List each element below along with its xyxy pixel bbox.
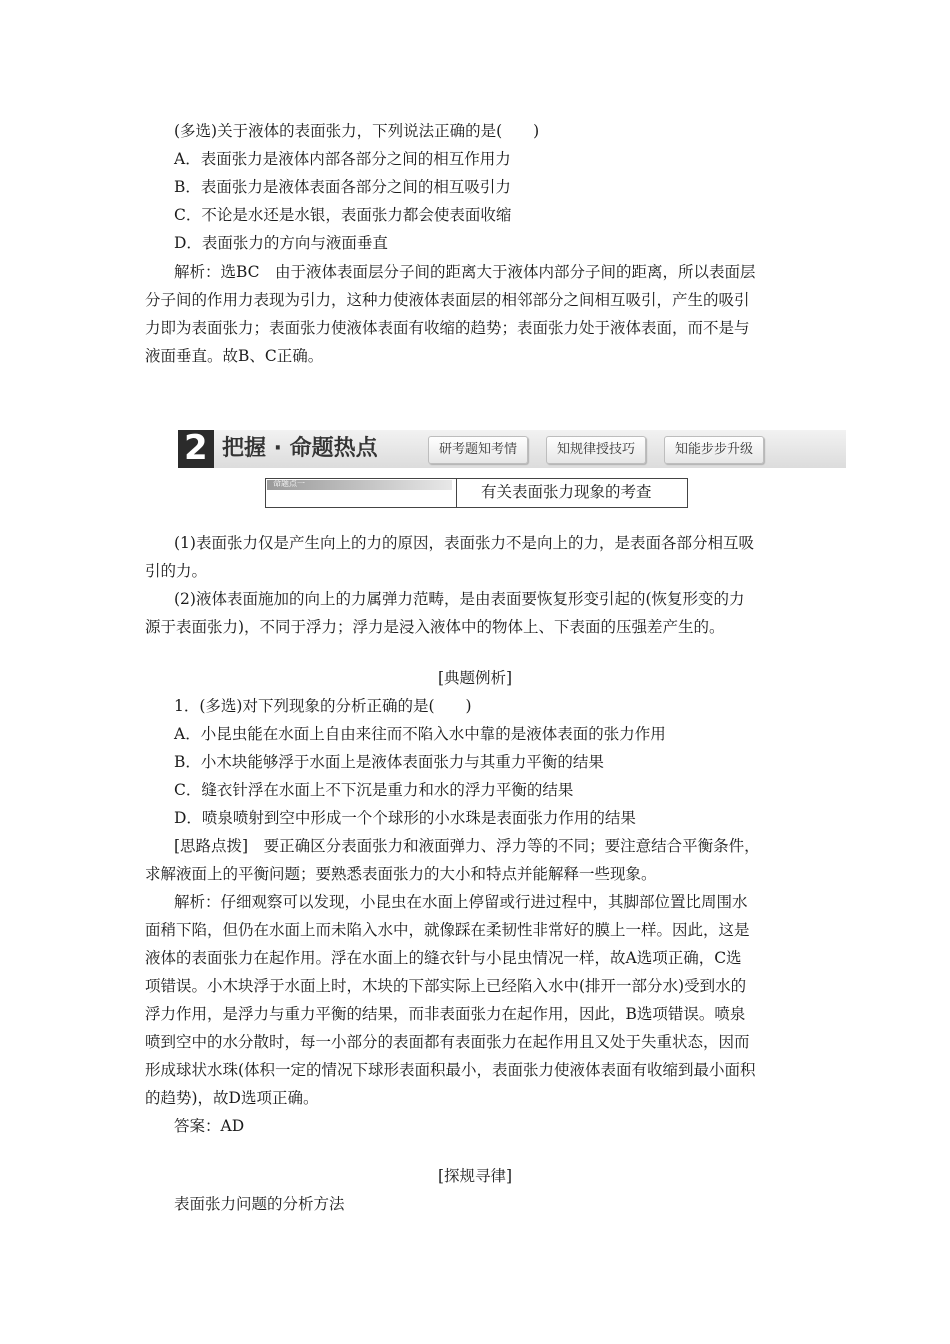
analysis-line: 解析：选BC 由于液体表面层分子间的距离大于液体内部分子间的距离，所以表面层 [174, 263, 756, 281]
rule-heading: [探规寻律] [437, 1167, 513, 1185]
example-analysis-line: 解析：仔细观察可以发现，小昆虫在水面上停留或行进过程中，其脚部位置比周围水 [174, 893, 748, 911]
note-line: 源于表面张力)，不同于浮力；浮力是浸入液体中的物体上、下表面的压强差产生的。 [145, 618, 725, 636]
hint-line: [思路点拨] 要正确区分表面张力和液面弹力、浮力等的不同；要注意结合平衡条件， [174, 837, 760, 855]
section-number-badge [178, 430, 214, 468]
example-analysis-line: 项错误。小木块浮于水面上时，木块的下部实际上已经陷入水中(排开一部分水)受到水的 [145, 977, 747, 995]
example-analysis-line: 面稍下陷，但仍在水面上而未陷入水中，就像踩在柔韧性非常好的膜上一样。因此，这是 [145, 921, 750, 939]
analysis-line: 分子间的作用力表现为引力，这种力使液体表面层的相邻部分之间相互吸引，产生的吸引 [145, 291, 750, 309]
topic-tag-label: 命题点一 [273, 479, 305, 488]
example-analysis-line: 形成球状水珠(体积一定的情况下球形表面积最小，表面张力使液体表面有收缩到最小面积 [145, 1061, 756, 1079]
banner-pill-exam: 研考题知考情 [428, 436, 528, 464]
option-b: B．表面张力是液体表面各部分之间的相互吸引力 [174, 178, 511, 196]
example-option-a: A．小昆虫能在水面上自由来往而不陷入水中靠的是液体表面的张力作用 [174, 725, 666, 743]
example-analysis-line: 浮力作用，是浮力与重力平衡的结果，而非表面张力在起作用，因此，B选项错误。喷泉 [145, 1005, 746, 1023]
section-banner [178, 430, 846, 468]
analysis-line: 液面垂直。故B、C正确。 [145, 347, 324, 365]
note-line: (1)表面张力仅是产生向上的力的原因，表面张力不是向上的力，是表面各部分相互吸 [174, 534, 754, 552]
topic-divider [456, 479, 457, 507]
example-option-c: C．缝衣针浮在水面上不下沉是重力和水的浮力平衡的结果 [174, 781, 574, 799]
option-a: A．表面张力是液体内部各部分之间的相互作用力 [174, 150, 511, 168]
option-c: C．不论是水还是水银，表面张力都会使表面收缩 [174, 206, 512, 224]
example-option-b: B．小木块能够浮于水面上是液体表面张力与其重力平衡的结果 [174, 753, 604, 771]
topic-header-box [265, 478, 688, 508]
example-option-d: D．喷泉喷射到空中形成一个个球形的小水珠是表面张力作用的结果 [174, 809, 636, 827]
example-stem: 1．(多选)对下列现象的分析正确的是( ) [174, 697, 472, 715]
section-title: 把握 · 命题热点 [222, 436, 378, 461]
note-line: 引的力。 [145, 562, 208, 580]
banner-pill-skills: 知规律授技巧 [546, 436, 646, 464]
option-d: D．表面张力的方向与液面垂直 [174, 234, 388, 252]
question-stem: (多选)关于液体的表面张力，下列说法正确的是( ) [174, 122, 540, 140]
example-heading: [典题例析] [437, 669, 513, 687]
note-line: (2)液体表面施加的向上的力属弹力范畴，是由表面要恢复形变引起的(恢复形变的力 [174, 590, 745, 608]
hint-line: 求解液面上的平衡问题；要熟悉表面张力的大小和特点并能解释一些现象。 [145, 865, 657, 883]
analysis-line: 力即为表面张力；表面张力使液体表面有收缩的趋势；表面张力处于液体表面，而不是与 [145, 319, 750, 337]
example-analysis-line: 液体的表面张力在起作用。浮在水面上的缝衣针与小昆虫情况一样，故A选项正确，C选 [145, 949, 742, 967]
topic-title: 有关表面张力现象的考查 [481, 483, 652, 501]
topic-tag [267, 480, 452, 490]
example-analysis-line: 喷到空中的水分散时，每一小部分的表面都有表面张力在起作用且又处于失重状态，因而 [145, 1033, 750, 1051]
answer-line: 答案：AD [174, 1117, 245, 1135]
rule-text: 表面张力问题的分析方法 [174, 1195, 345, 1213]
section-number: 2 [184, 428, 208, 468]
banner-pill-progress: 知能步步升级 [664, 436, 764, 464]
example-analysis-line: 的趋势)，故D选项正确。 [145, 1089, 319, 1107]
